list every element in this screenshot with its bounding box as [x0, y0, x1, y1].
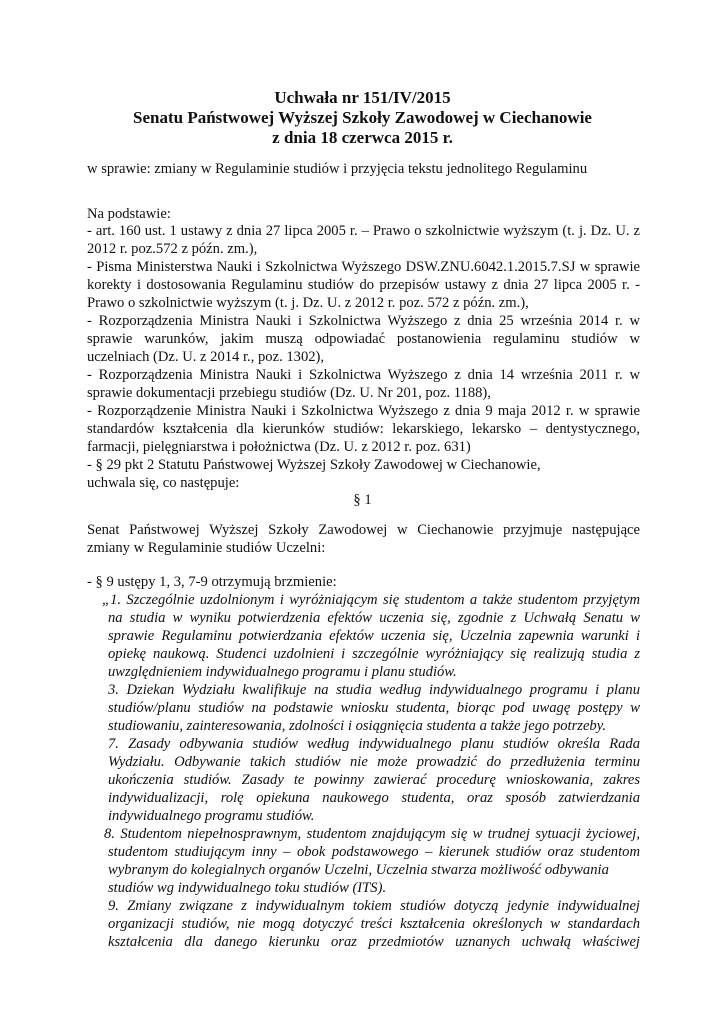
amendment-line: studiowaniu, zainteresowania, zdolności i osiągnięcia studenta a także jego potrzeby.: [108, 718, 607, 734]
amendment-line: Wydziału. Odbywanie takich studiów nie może prowadzić do przedłużenia terminu: [108, 754, 640, 770]
resolution-date: z dnia 18 czerwca 2015 r.: [272, 128, 453, 147]
amendment-line: studentom studiującym inny – obok podstawowego – kierunek studiów oraz studentom: [108, 844, 640, 860]
amendment-heading: - § 9 ustępy 1, 3, 7-9 otrzymują brzmienie:: [87, 574, 337, 590]
basis-line: - Pisma Ministerstwa Nauki i Szkolnictwa Wyższego DSW.ZNU.6042.1.2015.7.SJ w sprawie: [87, 259, 640, 275]
amendment-line: uwzględnieniem indywidualnego programu i planu studiów.: [108, 664, 457, 680]
amendment-line: wybranym do kolegialnych organów Uczelni, Uczelnia stwarza możliwość odbywania: [108, 862, 609, 878]
basis-line: sprawie warunków, jakim muszą odpowiadać postanowienia regulaminu studiów w: [87, 331, 640, 347]
basis-line: Prawo o szkolnictwie wyższym (t. j. Dz. U. z 2012 r. poz. 572 z późn. zm.),: [87, 295, 529, 311]
amendment-line: 8. Studentom niepełnosprawnym, studentom znajdującym się w trudnej sytuacji życiowej,: [104, 826, 640, 842]
basis-line: - Rozporządzenie Ministra Nauki i Szkolnictwa Wyższego z dnia 9 maja 2012 r. w sprawie: [87, 403, 640, 419]
senate-name: Senatu Państwowej Wyższej Szkoły Zawodowej w Ciechanowie: [133, 108, 592, 127]
basis-line: - § 29 pkt 2 Statutu Państwowej Wyższej Szkoły Zawodowej w Ciechanowie,: [87, 457, 541, 473]
amendment-line: kształcenia dla danego kierunku oraz przedmiotów uznanych uchwałą właściwej: [108, 934, 640, 950]
basis-line: standardów kształcenia dla kierunków studiów: lekarskiego, lekarsko – dentystycznego,: [87, 421, 640, 437]
basis-line: uczelniach (Dz. U. z 2014 r., poz. 1302),: [87, 349, 325, 365]
intro-line: Senat Państwowej Wyższej Szkoły Zawodowej w Ciechanowie przyjmuje następujące: [87, 522, 640, 538]
section-mark: § 1: [353, 492, 372, 508]
basis-line: farmacji, pielęgniarstwa i położnictwa (Dz. U. z 2012 r. poz. 631): [87, 439, 471, 455]
amendment-line: indywidualizacji, rolę opiekuna naukowego studenta, oraz sposób zatwierdzania: [108, 790, 640, 806]
amendment-line: indywidualnego programu studiów.: [108, 808, 315, 824]
basis-line: korekty i dostosowania Regulaminu studiów do przepisów ustawy z dnia 27 lipca 2005 r. -: [87, 277, 640, 293]
amendment-line: studiów/planu studiów na podstawie wniosku studenta, biorąc pod uwagę postępy w: [108, 700, 640, 716]
basis-line: - art. 160 ust. 1 ustawy z dnia 27 lipca 2005 r. – Prawo o szkolnictwie wyższym (t. j. Dz. U. z: [87, 223, 640, 239]
basis-line: - Rozporządzenia Ministra Nauki i Szkolnictwa Wyższego z dnia 25 września 2014 r. w: [87, 313, 640, 329]
amendment-line: studiów wg indywidualnego toku studiów (ITS).: [108, 880, 387, 896]
amendment-line: ukończenia studiów. Zasady te powinny zawierać procedurę wnioskowania, zakres: [108, 772, 640, 788]
intro-line: zmiany w Regulaminie studiów Uczelni:: [87, 540, 326, 556]
resolution-number: Uchwała nr 151/IV/2015: [274, 88, 451, 107]
amendment-line: na studia w wyniku potwierdzenia efektów uczenia się, zgodnie z Uchwałą Senatu w: [108, 610, 640, 626]
amendment-line: 9. Zmiany związane z indywidualnym tokiem studiów dotyczą jedynie indywidualnej: [108, 898, 640, 914]
amendment-line: sprawie Regulaminu potwierdzania efektów uczenia się, Uczelnia zapewnia warunki i: [108, 628, 640, 644]
amendment-line: opiekę naukową. Studenci uzdolnieni i szczególnie wyróżniający się realizują studia z: [108, 646, 640, 662]
basis-heading: Na podstawie:: [87, 206, 171, 222]
resolves-line: uchwala się, co następuje:: [87, 475, 240, 491]
basis-line: 2012 r. poz.572 z późn. zm.),: [87, 241, 258, 257]
amendment-line: organizacji studiów, nie mogą dotyczyć treści kształcenia określonych w standardach: [108, 916, 640, 932]
amendment-line: 3. Dziekan Wydziału kwalifikuje na studia według indywidualnego programu i planu: [108, 682, 640, 698]
basis-line: sprawie dokumentacji przebiegu studiów (Dz. U. Nr 201, poz. 1188),: [87, 385, 491, 401]
amendment-line: „1. Szczególnie uzdolnionym i wyróżniającym się studentom a także studentom przyjętym: [102, 592, 640, 608]
subject-line: w sprawie: zmiany w Regulaminie studiów i przyjęcia tekstu jednolitego Regulaminu: [87, 161, 588, 177]
basis-line: - Rozporządzenia Ministra Nauki i Szkolnictwa Wyższego z dnia 14 września 2011 r. w: [87, 367, 640, 383]
amendment-line: 7. Zasady odbywania studiów według indywidualnego planu studiów określa Rada: [108, 736, 640, 752]
